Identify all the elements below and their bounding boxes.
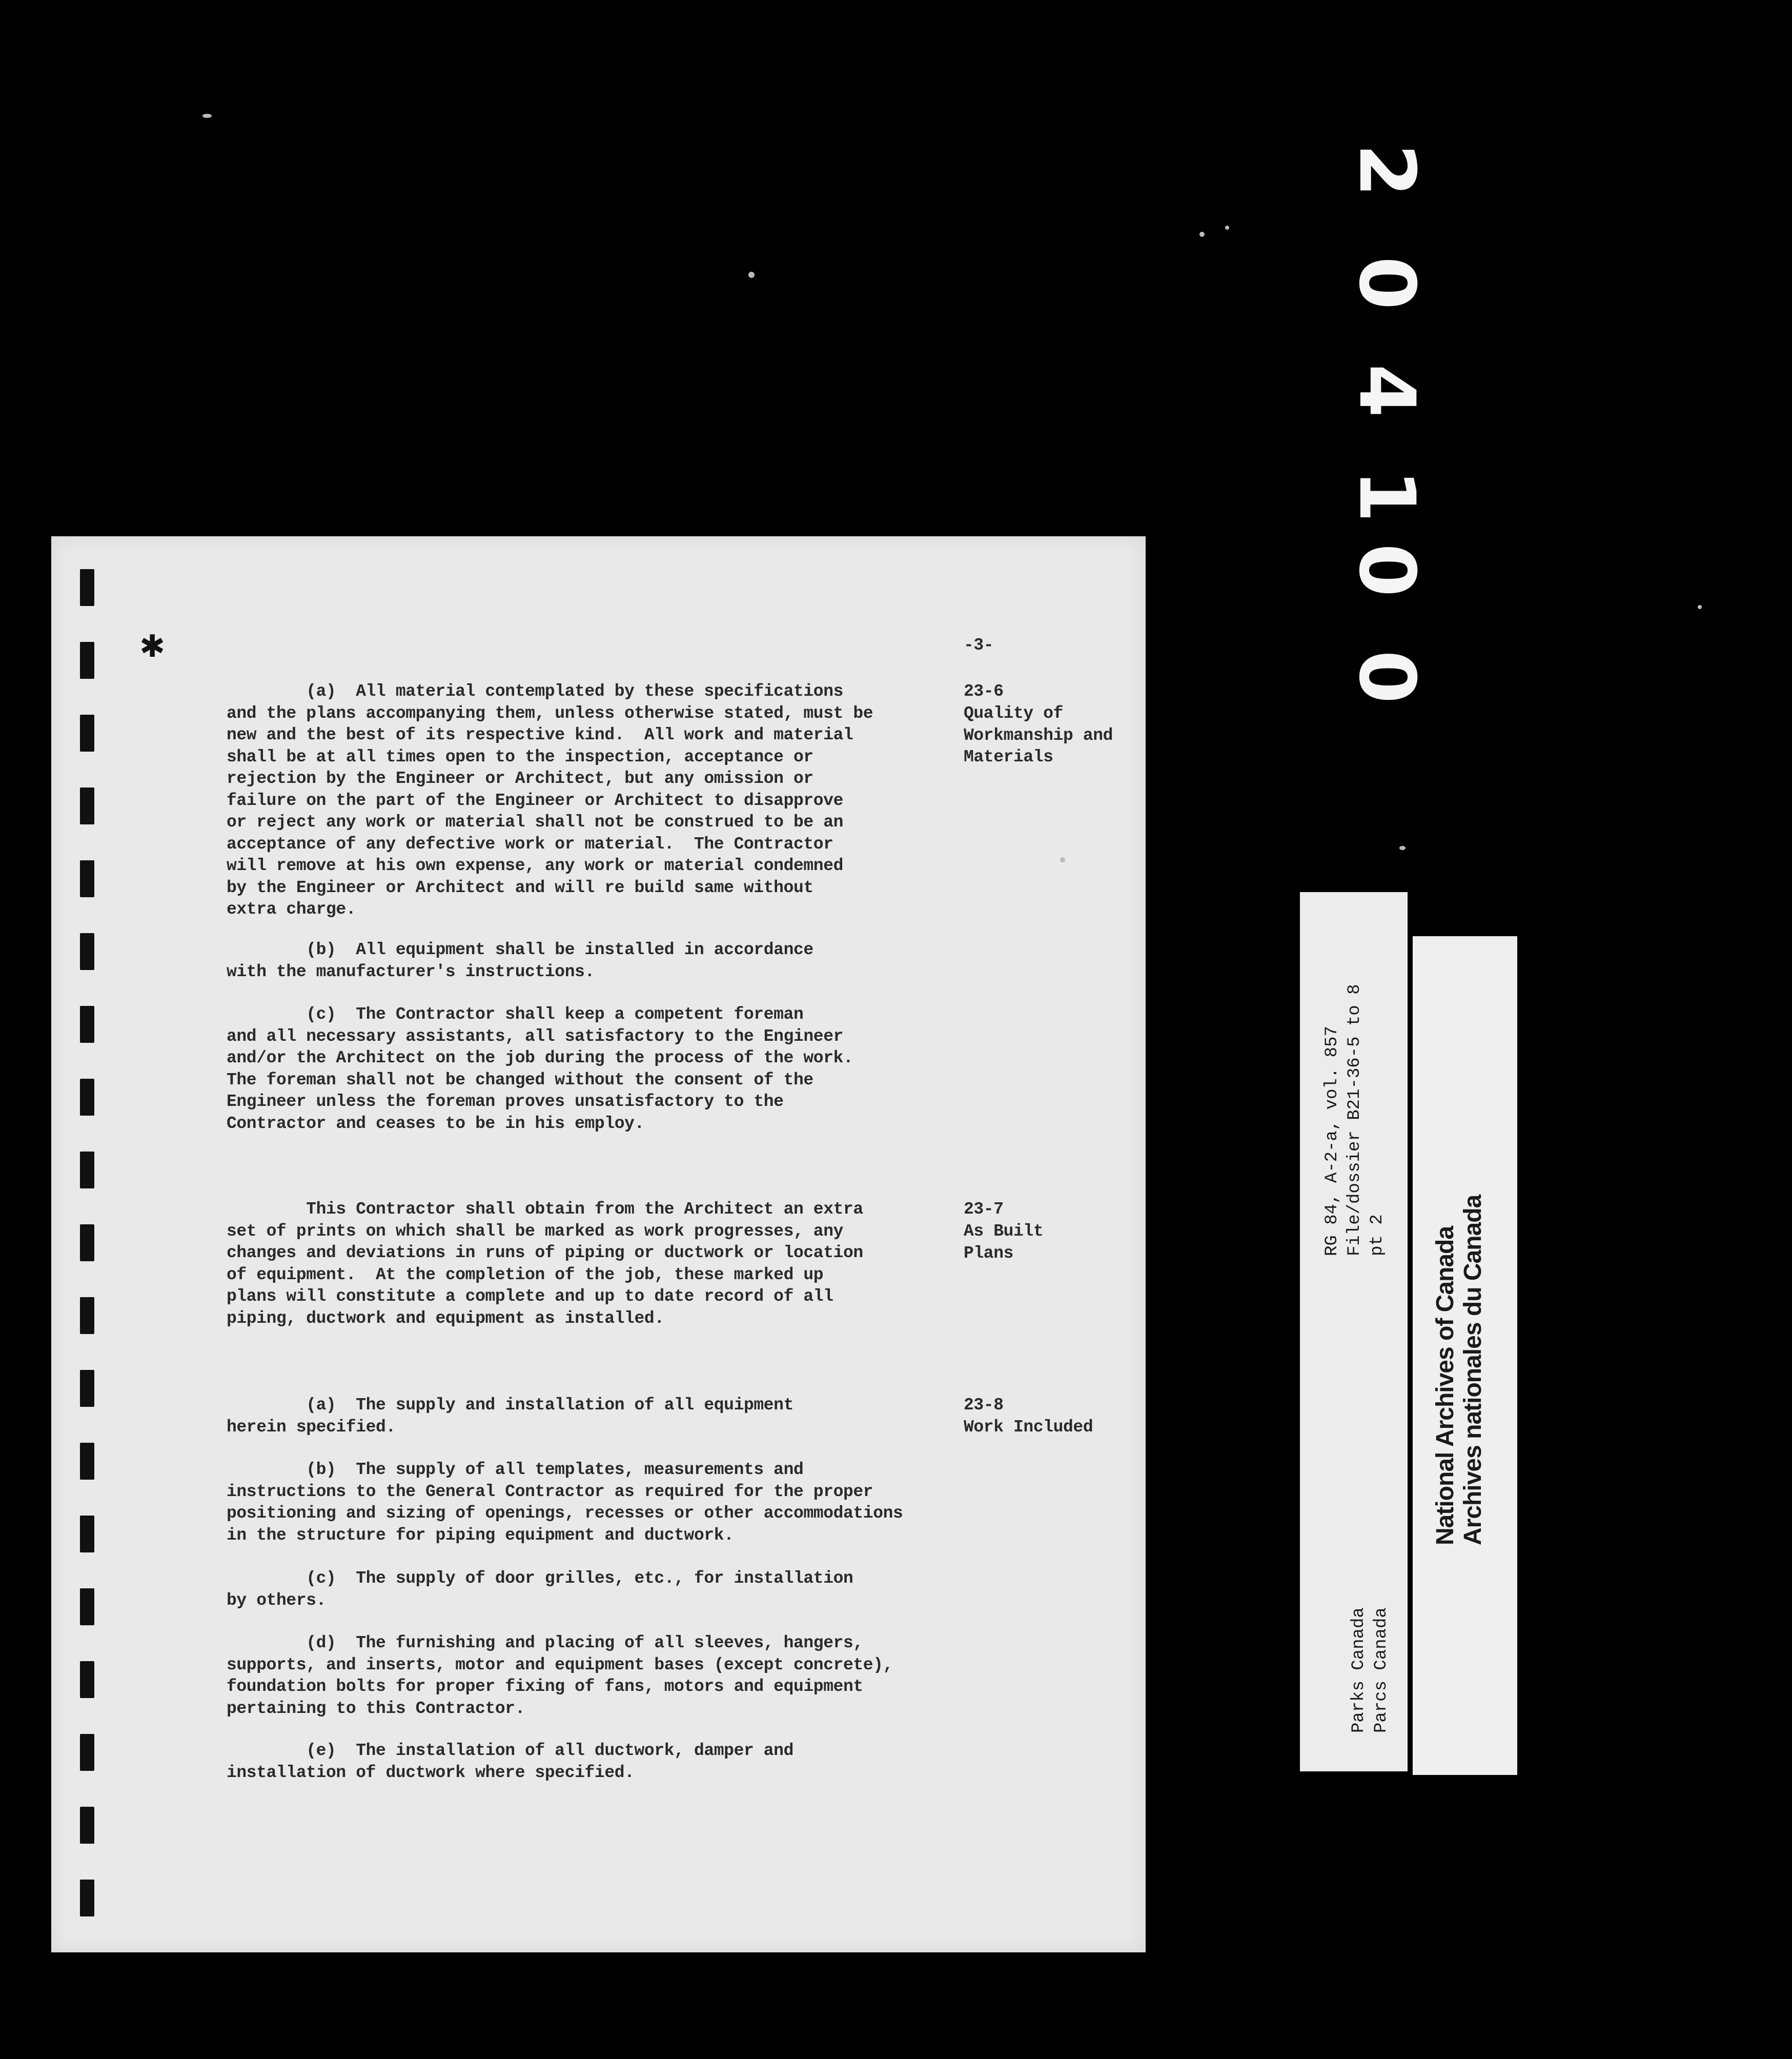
archive-reference: RG 84, A-2-a, vol. 857 bbox=[1322, 1026, 1342, 1256]
binding-hole bbox=[80, 788, 94, 824]
ink-mark: ✱ bbox=[139, 629, 166, 664]
binding-holes bbox=[80, 569, 94, 1933]
section-title: Work Included bbox=[964, 1418, 1093, 1437]
section-number: 23-8 bbox=[964, 1396, 1004, 1415]
binding-hole bbox=[80, 933, 94, 970]
agency-en: Parks Canada bbox=[1349, 1607, 1369, 1733]
paragraph: This Contractor shall obtain from the Architect an extra set of prints on which shall be marked as work progresses, any changes and deviations in runs of piping or ductwork or location of equipment. At the completion of the job, these marked up plans will constitute a complete and up to date record of all piping, ductwork and equipment as installed. bbox=[227, 1200, 863, 1328]
frame-digit: 1 bbox=[1342, 469, 1431, 523]
binding-hole bbox=[80, 1443, 94, 1480]
section-number: 23-7 bbox=[964, 1200, 1004, 1219]
archives-name-fr: Archives nationales du Canada bbox=[1459, 1195, 1486, 1545]
paragraph: (e) The installation of all ductwork, damper and installation of ductwork where specified. bbox=[227, 1741, 793, 1782]
document-page bbox=[51, 536, 1146, 1952]
frame-digit: 4 bbox=[1342, 364, 1431, 418]
paragraph: (a) All material contemplated by these specifications and the plans accompanying them, unless otherwise stated, must be new and the best of its respective kind. All work and material shall be at all times open to the inspection, acceptance or rejection by the Engineer or Architect, but any omission or failure on the part of the Engineer or Architect to disapprove or reject any work or material shall not be construed to be an acceptance of any defective work or material. The Contractor will remove at his own expense, any work or material condemned by the Engineer or Architect and will re build same without extra charge. bbox=[227, 682, 873, 919]
binding-hole bbox=[80, 1152, 94, 1188]
paragraph: (b) The supply of all templates, measurements and instructions to the General Contractor as required for the proper positioning and sizing of openings, recesses or other accommodations in the structure for piping equipment and ductwork. bbox=[227, 1460, 903, 1545]
paragraph: (d) The furnishing and placing of all sleeves, hangers, supports, and inserts, motor and equipment bases (except concrete), foundation bolts for proper fixing of fans, motors and equipment pertaining to this Contractor. bbox=[227, 1633, 893, 1718]
archive-reference-label bbox=[1300, 892, 1408, 1771]
national-archives-stamp bbox=[1413, 936, 1517, 1775]
frame-digit: 0 bbox=[1342, 543, 1431, 597]
film-speck bbox=[1060, 857, 1065, 862]
binding-hole bbox=[80, 1588, 94, 1625]
film-speck bbox=[748, 272, 755, 278]
frame-digit: 2 bbox=[1342, 144, 1431, 197]
frame-digit: 0 bbox=[1342, 256, 1431, 310]
binding-hole bbox=[80, 1516, 94, 1552]
binding-hole bbox=[80, 1370, 94, 1407]
film-speck bbox=[1199, 232, 1205, 237]
film-speck bbox=[202, 114, 212, 118]
binding-hole bbox=[80, 860, 94, 897]
section-title: Quality of Workmanship and Materials bbox=[964, 704, 1113, 766]
archive-file: File/dossier B21-36-5 to 8 bbox=[1345, 984, 1365, 1256]
frame-digit: 0 bbox=[1342, 650, 1431, 704]
paragraph: (c) The supply of door grilles, etc., for installation by others. bbox=[227, 1569, 853, 1610]
binding-hole bbox=[80, 1224, 94, 1261]
binding-hole bbox=[80, 1880, 94, 1916]
archives-name-en: National Archives of Canada bbox=[1432, 1226, 1459, 1545]
film-speck bbox=[1399, 846, 1406, 850]
binding-hole bbox=[80, 1006, 94, 1043]
page-number: -3- bbox=[964, 636, 994, 655]
binding-hole bbox=[80, 569, 94, 606]
paragraph: (b) All equipment shall be installed in accordance with the manufacturer's instructions. bbox=[227, 940, 813, 981]
binding-hole bbox=[80, 1297, 94, 1334]
agency-fr: Parcs Canada bbox=[1372, 1607, 1391, 1733]
archive-part: pt 2 bbox=[1368, 1214, 1387, 1256]
film-speck bbox=[1225, 226, 1229, 230]
binding-hole bbox=[80, 642, 94, 679]
section-title: As Built Plans bbox=[964, 1222, 1044, 1263]
paragraph: (c) The Contractor shall keep a competent foreman and all necessary assistants, all satisfactory to the Engineer and/or the Architect on the job during the process of the work. The foreman shall not be changed without the consent of the Engineer unless the foreman proves unsatisfactory to the Contractor and ceases to be in his employ. bbox=[227, 1005, 853, 1133]
film-speck bbox=[1698, 605, 1702, 609]
binding-hole bbox=[80, 1079, 94, 1116]
section-number: 23-6 bbox=[964, 682, 1004, 701]
binding-hole bbox=[80, 1807, 94, 1844]
binding-hole bbox=[80, 1661, 94, 1698]
binding-hole bbox=[80, 1734, 94, 1771]
binding-hole bbox=[80, 715, 94, 752]
paragraph: (a) The supply and installation of all equipment herein specified. bbox=[227, 1396, 793, 1437]
